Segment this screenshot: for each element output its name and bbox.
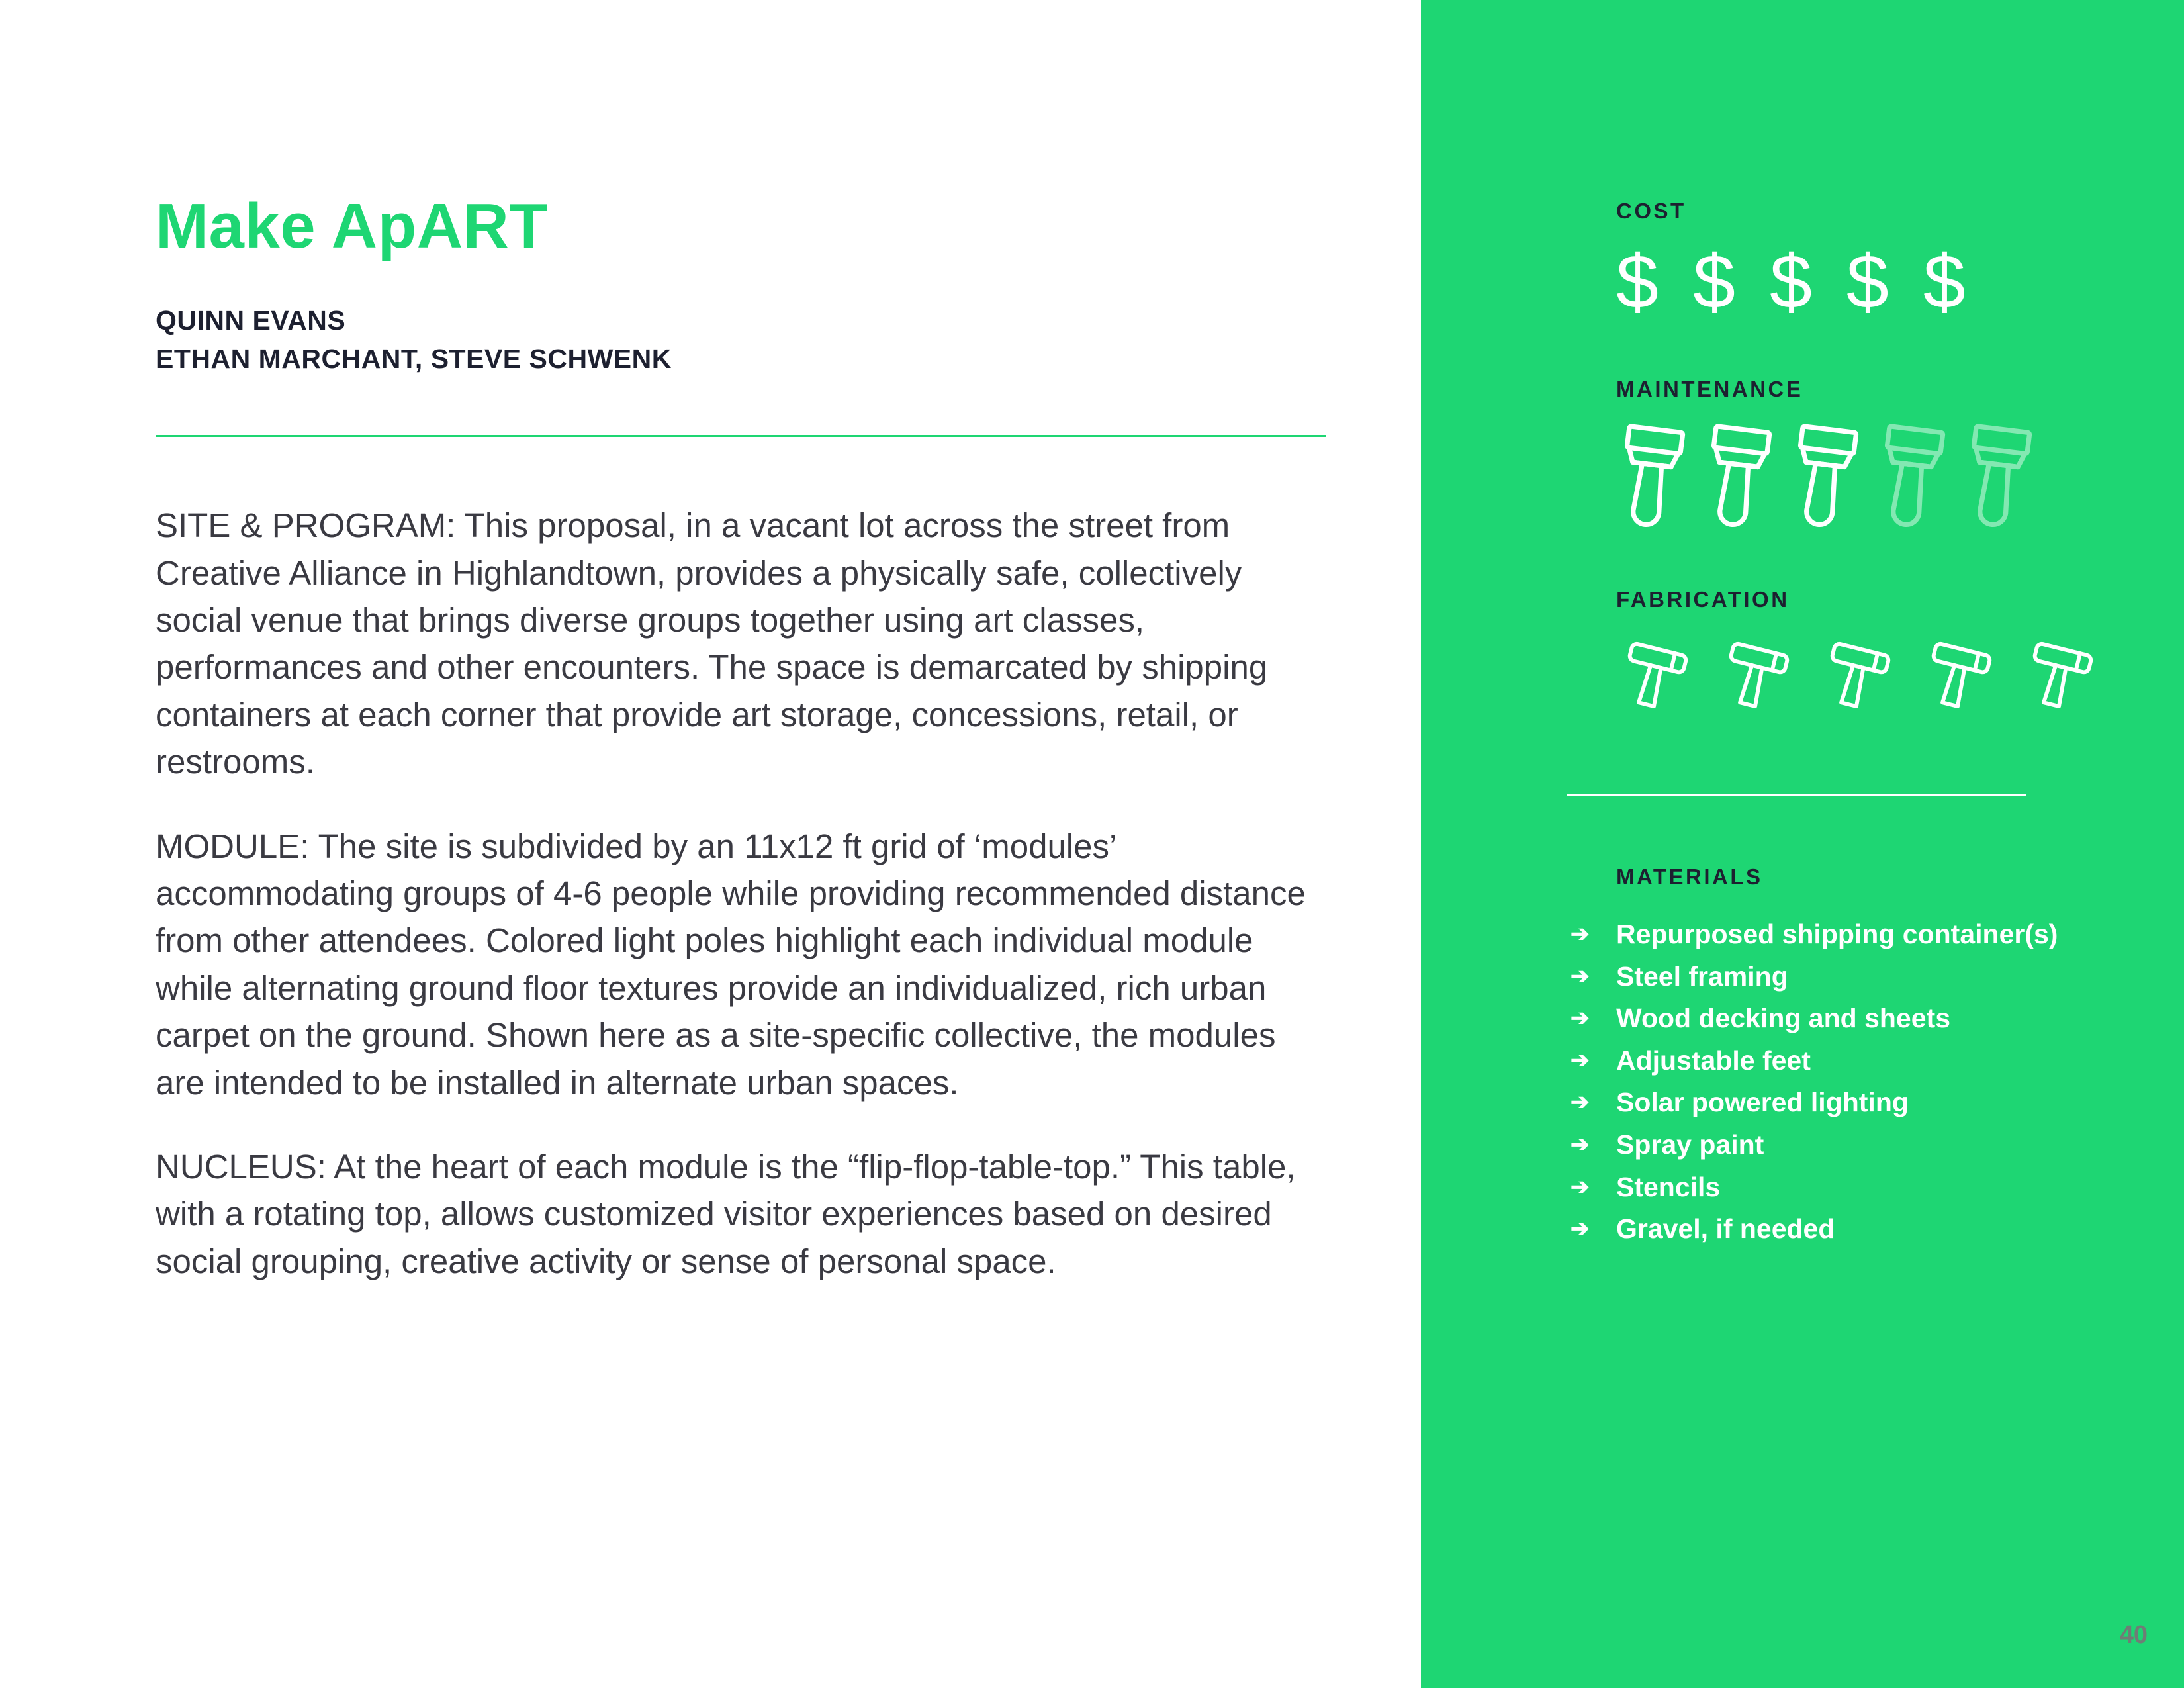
material-item-label: Wood decking and sheets bbox=[1616, 1003, 1950, 1034]
dollar-icon: $ bbox=[1846, 240, 1889, 324]
dollar-icon: $ bbox=[1923, 240, 1966, 324]
green-divider bbox=[156, 435, 1326, 437]
paintbrush-icon bbox=[1703, 422, 1772, 529]
material-item bbox=[1570, 914, 2105, 956]
sidebar-panel bbox=[1421, 0, 2184, 1688]
material-item bbox=[1570, 1040, 2105, 1082]
dollar-icon: $ bbox=[1692, 240, 1735, 324]
material-item bbox=[1570, 1166, 2105, 1209]
arrow-bullet-icon: ➔ bbox=[1570, 1090, 1590, 1115]
arrow-bullet-icon: ➔ bbox=[1570, 1174, 1590, 1199]
arrow-bullet-icon: ➔ bbox=[1570, 1006, 1590, 1031]
author-line-2: ETHAN MARCHANT, STEVE SCHWENK bbox=[156, 344, 672, 375]
arrow-bullet-icon: ➔ bbox=[1570, 1131, 1590, 1157]
page-title: Make ApART bbox=[156, 191, 549, 261]
hammer-icon bbox=[1920, 632, 2003, 720]
materials-list bbox=[1570, 914, 2105, 1250]
material-item-label: Stencils bbox=[1616, 1171, 1721, 1202]
page-number: 40 bbox=[2119, 1621, 2148, 1649]
paintbrush-icon bbox=[1616, 422, 1685, 529]
cost-rating bbox=[1616, 240, 2105, 324]
paintbrush-icon bbox=[1963, 422, 2032, 529]
arrow-bullet-icon: ➔ bbox=[1570, 1047, 1590, 1073]
dollar-icon: $ bbox=[1616, 240, 1659, 324]
dollar-icon: $ bbox=[1769, 240, 1812, 324]
materials-label: MATERIALS bbox=[1616, 865, 1763, 890]
material-item bbox=[1570, 1082, 2105, 1124]
hammer-icon bbox=[1819, 632, 1902, 720]
authors-block bbox=[156, 301, 1326, 378]
hammer-icon bbox=[1717, 632, 1801, 720]
arrow-bullet-icon: ➔ bbox=[1570, 1216, 1590, 1242]
paragraph-nucleus: NUCLEUS: At the heart of each module is the “flip-flop-table-top.” This table, with a rotating top, allows customized visitor experiences based on desired social grouping, creative activity or sense of personal space. bbox=[156, 1147, 1296, 1280]
maintenance-label: MAINTENANCE bbox=[1616, 377, 1803, 402]
material-item-label: Gravel, if needed bbox=[1616, 1213, 1835, 1244]
maintenance-rating bbox=[1616, 422, 2105, 529]
material-item bbox=[1570, 1208, 2105, 1250]
material-item-label: Spray paint bbox=[1616, 1129, 1764, 1160]
paragraph-site-program: SITE & PROGRAM: This proposal, in a vacant lot across the street from Creative Alliance in Highlandtown, provides a physically safe, collectively social venue that brings diverse groups together using art classes, performances and other encounters. The space is demarcated by shipping containers at each corner that provide art storage, concessions, retail, or restrooms. bbox=[156, 506, 1268, 781]
hammer-icon bbox=[2021, 632, 2105, 720]
material-item-label: Repurposed shipping container(s) bbox=[1616, 919, 2058, 950]
hammer-icon bbox=[1616, 632, 1700, 720]
material-item-label: Steel framing bbox=[1616, 961, 1788, 992]
arrow-bullet-icon: ➔ bbox=[1570, 963, 1590, 989]
paintbrush-icon bbox=[1876, 422, 1945, 529]
material-item bbox=[1570, 956, 2105, 998]
cost-label: COST bbox=[1616, 199, 1686, 223]
material-item bbox=[1570, 1124, 2105, 1166]
author-line-1: QUINN EVANS bbox=[156, 305, 346, 336]
material-item-label: Adjustable feet bbox=[1616, 1045, 1811, 1076]
fabrication-rating bbox=[1616, 632, 2105, 720]
material-item bbox=[1570, 998, 2105, 1040]
arrow-bullet-icon: ➔ bbox=[1570, 921, 1590, 947]
fabrication-label: FABRICATION bbox=[1616, 587, 1790, 612]
paragraph-module: MODULE: The site is subdivided by an 11x12 ft grid of ‘modules’ accommodating groups of 4-6 people while providing recommended distance from other attendees. Colored light poles highlight each individual module while alternating ground floor textures provide an individualized, rich urban carpet on the ground. Shown here as a site-specific collective, the modules are intended to be installed in alternate urban spaces. bbox=[156, 827, 1306, 1102]
white-divider bbox=[1567, 794, 2026, 796]
material-item-label: Solar powered lighting bbox=[1616, 1087, 1909, 1118]
paintbrush-icon bbox=[1790, 422, 1858, 529]
